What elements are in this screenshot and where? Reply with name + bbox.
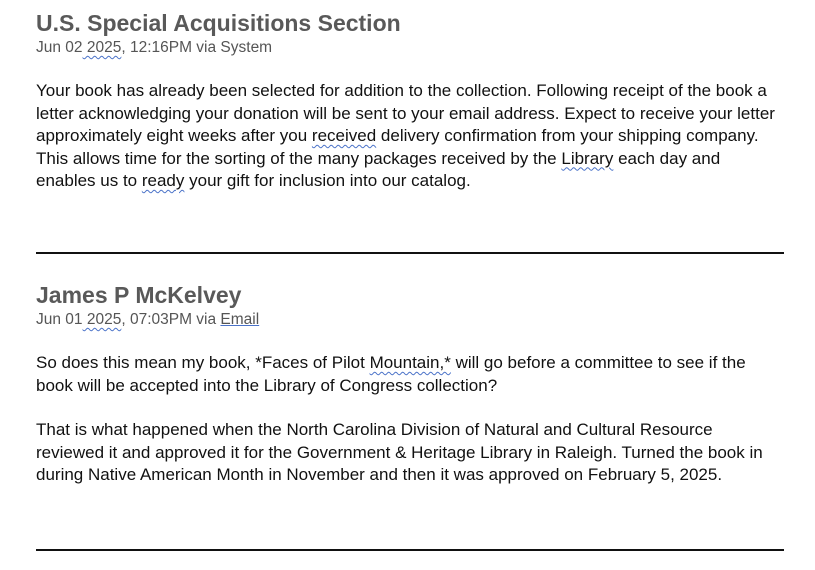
- message-divider: [36, 549, 784, 551]
- message-date: Jun 01: [36, 311, 83, 328]
- body-text-segment: each day and enables us to: [36, 148, 721, 190]
- message-body: [36, 352, 756, 397]
- message-meta: [36, 38, 796, 58]
- message-date: Jun 02: [36, 39, 83, 56]
- spellcheck-word: ready: [141, 171, 185, 190]
- message-source-link[interactable]: Email: [220, 311, 260, 328]
- message-body: [36, 80, 778, 193]
- body-text-segment: So does this mean my book, *Faces of Pilot: [36, 353, 370, 372]
- message-meta: [36, 310, 796, 330]
- message-time: , 12:16PM via: [121, 39, 221, 56]
- message-year: 2025: [82, 311, 122, 328]
- body-text-segment: your gift for inclusion into our catalog.: [184, 171, 471, 190]
- body-text-segment: delivery confirmation from your shipping company. This allows time for the sorting of the many packages received by the: [36, 126, 759, 168]
- message-entry: [36, 8, 796, 193]
- body-text-segment: Your book has already been selected for addition to the collection. Following receipt of the book a letter acknowledging your donation will be sent to your email address. Expect to receive your letter approximately eight weeks after you: [36, 81, 775, 145]
- spellcheck-word: Mountain,*: [369, 353, 451, 372]
- message-divider: [36, 252, 784, 254]
- sender-name: James P McKelvey: [36, 282, 242, 308]
- message-body-paragraph: That is what happened when the North Carolina Division of Natural and Cultural Resource reviewed it and approved it for the Government & Heritage Library in Raleigh. Turned the book in during Native American Month in November and then it was approved on February 5, 2025.: [36, 420, 763, 484]
- message-entry: [36, 280, 796, 487]
- message-year: 2025: [82, 39, 122, 56]
- body-text-segment: will go before a committee to see if the book will be accepted into the Library of Congress collection?: [36, 353, 746, 395]
- message-time: , 07:03PM via: [121, 311, 221, 328]
- message-source: System: [220, 39, 273, 56]
- spellcheck-word: Library: [561, 148, 614, 168]
- sender-name: U.S. Special Acquisitions Section: [36, 10, 401, 36]
- spellcheck-word: received: [311, 126, 377, 145]
